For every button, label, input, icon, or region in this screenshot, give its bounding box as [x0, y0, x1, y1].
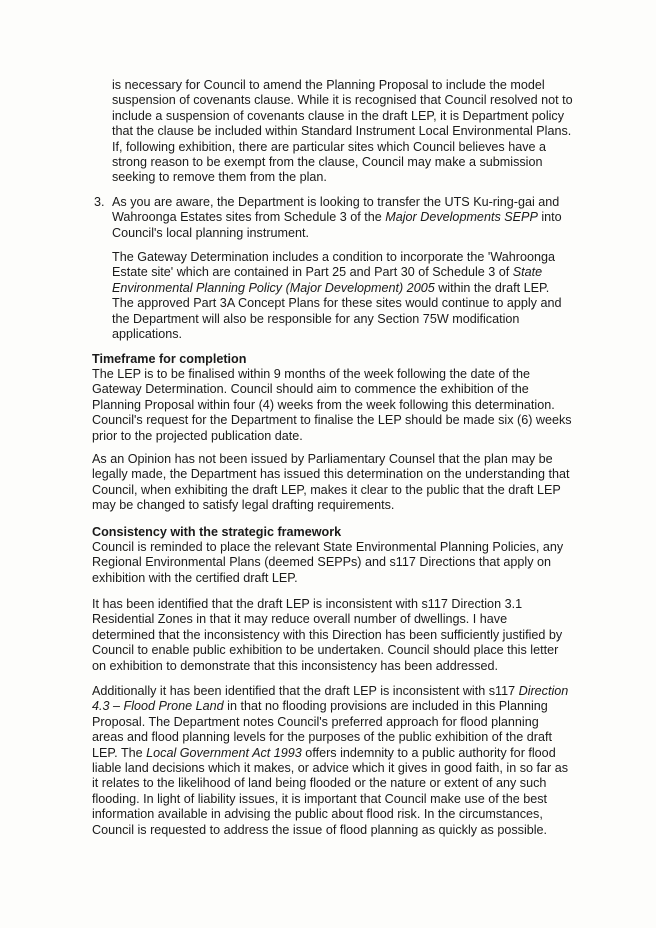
direction43-text-italic2: Local Government Act 1993 — [146, 745, 302, 760]
direction43-text-after: offers indemnity to a public authority for flood liable land decisions which it makes, or advice which it gives in good faith, in so far as it relates to the likelihood of land being flooded or the nature or extent of any such flooding. In light of liability issues, it is important that Council make use of the best information available in advising the public about flood risk. In the circumstances, Council is requested to address the issue of flood planning as quickly as possible. — [92, 745, 569, 837]
direction43-text-middle: in that no flooding provisions are included in this Planning Proposal. The Department notes Council's preferred approach for flood planning areas and flood planning levels for the purposes of the public exhibition of the draft LEP. The — [92, 699, 552, 760]
paragraph-timeframe: The LEP is to be finalised within 9 months of the week following the date of the Gateway Determination. Council should aim to commence the exhibition of the Planning Proposal within four (4) weeks from the week following this determination. Council's request for the Department to finalise the LEP should be made six (6) weeks prior to the projected publication date. — [92, 367, 572, 443]
paragraph-direction-3-1: It has been identified that the draft LEP is inconsistent with s117 Direction 3.1 Residential Zones in that it may reduce overall number of dwellings. I have determined that the inconsistency with this Direction has been sufficiently justified by Council to enable public exhibition to be undertaken. Council should place this letter on exhibition to demonstrate that this inconsistency has been addressed. — [92, 597, 563, 673]
item3-text-before: As you are aware, the Department is looking to transfer the UTS Ku-ring-gai and Wahroonga Estates sites from Schedule 3 of the — [112, 195, 560, 225]
item3-text-italic: Major Developments SEPP — [385, 210, 538, 225]
paragraph-gateway-determination — [112, 250, 574, 342]
direction43-text-italic: Direction 4.3 – Flood Prone Land — [92, 684, 569, 714]
gateway-text-before: The Gateway Determination includes a condition to incorporate the 'Wahroonga Estate site' which are contained in Part 25 and Part 30 of Schedule 3 of — [112, 250, 555, 280]
paragraph-opinion: As an Opinion has not been issued by Parliamentary Counsel that the plan may be legally made, the Department has issued this determination on the understanding that Council, when exhibiting the draft LEP, makes it clear to the public that the draft LEP may be changed to satisfy legal drafting requirements. — [92, 452, 570, 513]
heading-consistency: Consistency with the strategic framework — [92, 525, 342, 539]
paragraph-item-3 — [112, 195, 574, 241]
list-number-3: 3. — [94, 195, 105, 209]
gateway-text-after: within the draft LEP. The approved Part 3A Concept Plans for these sites would continue to apply and the Department will also be responsible for any Section 75W modification applications. — [112, 280, 562, 342]
paragraph-consistency: Council is reminded to place the relevant State Environmental Planning Policies, any Regional Environmental Plans (deemed SEPPs) and s117 Directions that apply on exhibition with the certified draft LEP. — [92, 540, 564, 585]
item3-text-after: into Council's local planning instrument. — [112, 210, 562, 240]
paragraph-suspension-of-covenants: is necessary for Council to amend the Planning Proposal to include the model suspension of covenants clause. While it is recognised that Council resolved not to include a suspension of covenants clause in the draft LEP, it is Department policy that the clause be included within Standard Instrument Local Environmental Plans. If, following exhibition, there are particular sites which Council believes have a strong reason to be exempt from the clause, Council may make a submission seeking to remove them from the plan. — [112, 78, 573, 185]
paragraph-direction-4-3 — [92, 684, 572, 838]
heading-timeframe: Timeframe for completion — [92, 352, 247, 366]
direction43-text-before: Additionally it has been identified that the draft LEP is inconsistent with s117 — [92, 684, 519, 698]
gateway-text-italic: State Environmental Planning Policy (Major Development) 2005 — [112, 265, 543, 295]
